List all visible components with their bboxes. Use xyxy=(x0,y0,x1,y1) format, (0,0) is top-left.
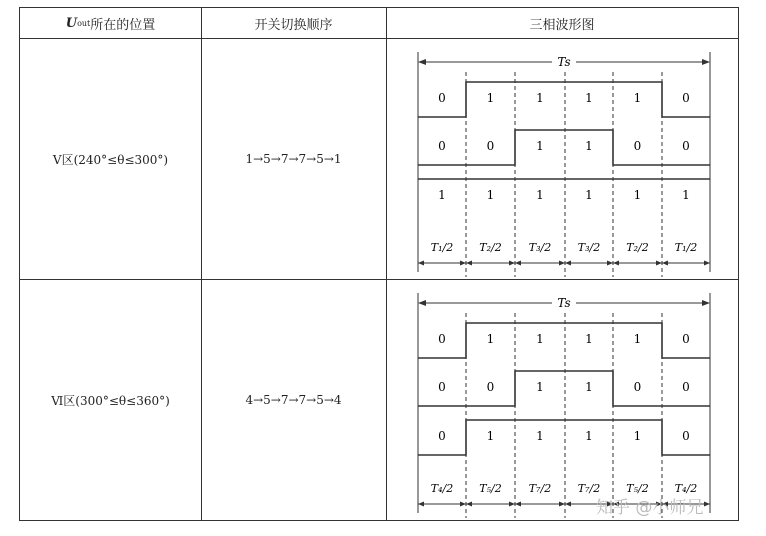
phase-3-state-label: 1 xyxy=(682,188,690,202)
phase-1-state-label: 1 xyxy=(536,332,544,346)
interval-label: T₂/2 xyxy=(479,241,502,254)
phase-3-state-label: 1 xyxy=(585,429,593,443)
phase-1-state-label: 1 xyxy=(536,91,544,105)
phase-1-state-label: 1 xyxy=(585,91,593,105)
watermark-text: 知乎 @小师兄 xyxy=(596,498,704,518)
interval-arrowhead xyxy=(418,502,424,507)
interval-arrowhead xyxy=(466,261,472,266)
arrowhead-right xyxy=(702,300,710,306)
phase-1-waveform xyxy=(418,323,710,358)
interval-arrowhead xyxy=(460,502,466,507)
phase-2-state-label: 0 xyxy=(682,139,690,153)
phase-1-state-label: 0 xyxy=(682,332,690,346)
interval-label: T₁/2 xyxy=(674,241,698,254)
phase-2-state-label: 1 xyxy=(585,139,593,153)
arrowhead-left xyxy=(418,59,426,65)
interval-arrowhead xyxy=(460,261,466,266)
interval-arrowhead xyxy=(559,502,565,507)
phase-3-waveform xyxy=(418,420,710,455)
header-waveform: 三相波形图 xyxy=(529,17,595,33)
interval-arrowhead xyxy=(466,502,472,507)
phase-2-state-label: 0 xyxy=(438,380,446,394)
interval-arrowhead xyxy=(515,261,521,266)
row2-waveform xyxy=(387,280,738,520)
phase-2-state-label: 1 xyxy=(536,380,544,394)
period-label: Ts xyxy=(557,55,571,69)
phase-2-state-label: 0 xyxy=(486,380,495,394)
phase-2-state-label: 0 xyxy=(682,380,690,394)
phase-2-state-label: 0 xyxy=(633,380,642,394)
interval-arrowhead xyxy=(515,502,521,507)
header-position xyxy=(20,8,201,38)
interval-arrowhead xyxy=(509,502,515,507)
arrowhead-right xyxy=(702,59,710,65)
phase-1-state-label: 1 xyxy=(486,332,495,346)
interval-arrowhead xyxy=(656,261,662,266)
period-label: Ts xyxy=(557,296,571,310)
interval-label: T₇/2 xyxy=(528,482,552,495)
phase-2-state-label: 0 xyxy=(486,139,495,153)
row1-sequence: 1→5→7→7→5→1 xyxy=(245,152,342,166)
phase-3-state-label: 1 xyxy=(486,188,495,202)
phase-2-waveform xyxy=(418,130,710,165)
phase-3-state-label: 0 xyxy=(682,429,690,443)
phase-2-waveform xyxy=(418,371,710,406)
interval-arrowhead xyxy=(607,261,613,266)
row1-waveform xyxy=(387,39,738,279)
phase-1-state-label: 1 xyxy=(486,91,495,105)
svpwm-sector-table xyxy=(19,7,739,521)
phase-3-state-label: 1 xyxy=(438,188,446,202)
phase-2-state-label: 1 xyxy=(585,380,593,394)
phase-2-state-label: 0 xyxy=(438,139,446,153)
header-switch-order: 开关切换顺序 xyxy=(254,17,333,33)
interval-label: T₇/2 xyxy=(577,482,601,495)
phase-3-state-label: 1 xyxy=(486,429,495,443)
header-u-subscript: out xyxy=(77,18,91,28)
interval-label: T₅/2 xyxy=(479,482,502,495)
phase-2-state-label: 0 xyxy=(633,139,642,153)
interval-arrowhead xyxy=(704,261,710,266)
interval-label: T₄/2 xyxy=(430,482,454,495)
row2-region: Ⅵ区(300°≤θ≤360°) xyxy=(51,393,170,408)
row1-region: Ⅴ区(240°≤θ≤300°) xyxy=(52,152,169,167)
interval-arrowhead xyxy=(704,502,710,507)
interval-label: T₂/2 xyxy=(626,241,649,254)
interval-label: T₃/2 xyxy=(577,241,601,254)
interval-arrowhead xyxy=(565,502,571,507)
phase-3-state-label: 1 xyxy=(536,188,544,202)
phase-3-state-label: 1 xyxy=(633,429,642,443)
header-position-text: 所在的位置 xyxy=(90,17,156,33)
row2-sequence: 4→5→7→7→5→4 xyxy=(245,393,342,407)
phase-3-state-label: 1 xyxy=(633,188,642,202)
phase-1-waveform xyxy=(418,82,710,117)
phase-2-state-label: 1 xyxy=(536,139,544,153)
phase-3-state-label: 1 xyxy=(536,429,544,443)
phase-1-state-label: 1 xyxy=(633,332,642,346)
interval-arrowhead xyxy=(418,261,424,266)
header-u-symbol: U xyxy=(65,15,78,31)
interval-arrowhead xyxy=(613,261,619,266)
arrowhead-left xyxy=(418,300,426,306)
interval-label: T₁/2 xyxy=(430,241,454,254)
interval-label: T₅/2 xyxy=(626,482,649,495)
interval-arrowhead xyxy=(662,261,668,266)
interval-arrowhead xyxy=(509,261,515,266)
interval-label: T₄/2 xyxy=(674,482,698,495)
phase-1-state-label: 0 xyxy=(682,91,690,105)
phase-1-state-label: 1 xyxy=(633,91,642,105)
interval-arrowhead xyxy=(559,261,565,266)
phase-1-state-label: 1 xyxy=(585,332,593,346)
interval-arrowhead xyxy=(565,261,571,266)
phase-3-state-label: 0 xyxy=(438,429,446,443)
phase-3-state-label: 1 xyxy=(585,188,593,202)
phase-1-state-label: 0 xyxy=(438,91,446,105)
interval-label: T₃/2 xyxy=(528,241,552,254)
phase-1-state-label: 0 xyxy=(438,332,446,346)
